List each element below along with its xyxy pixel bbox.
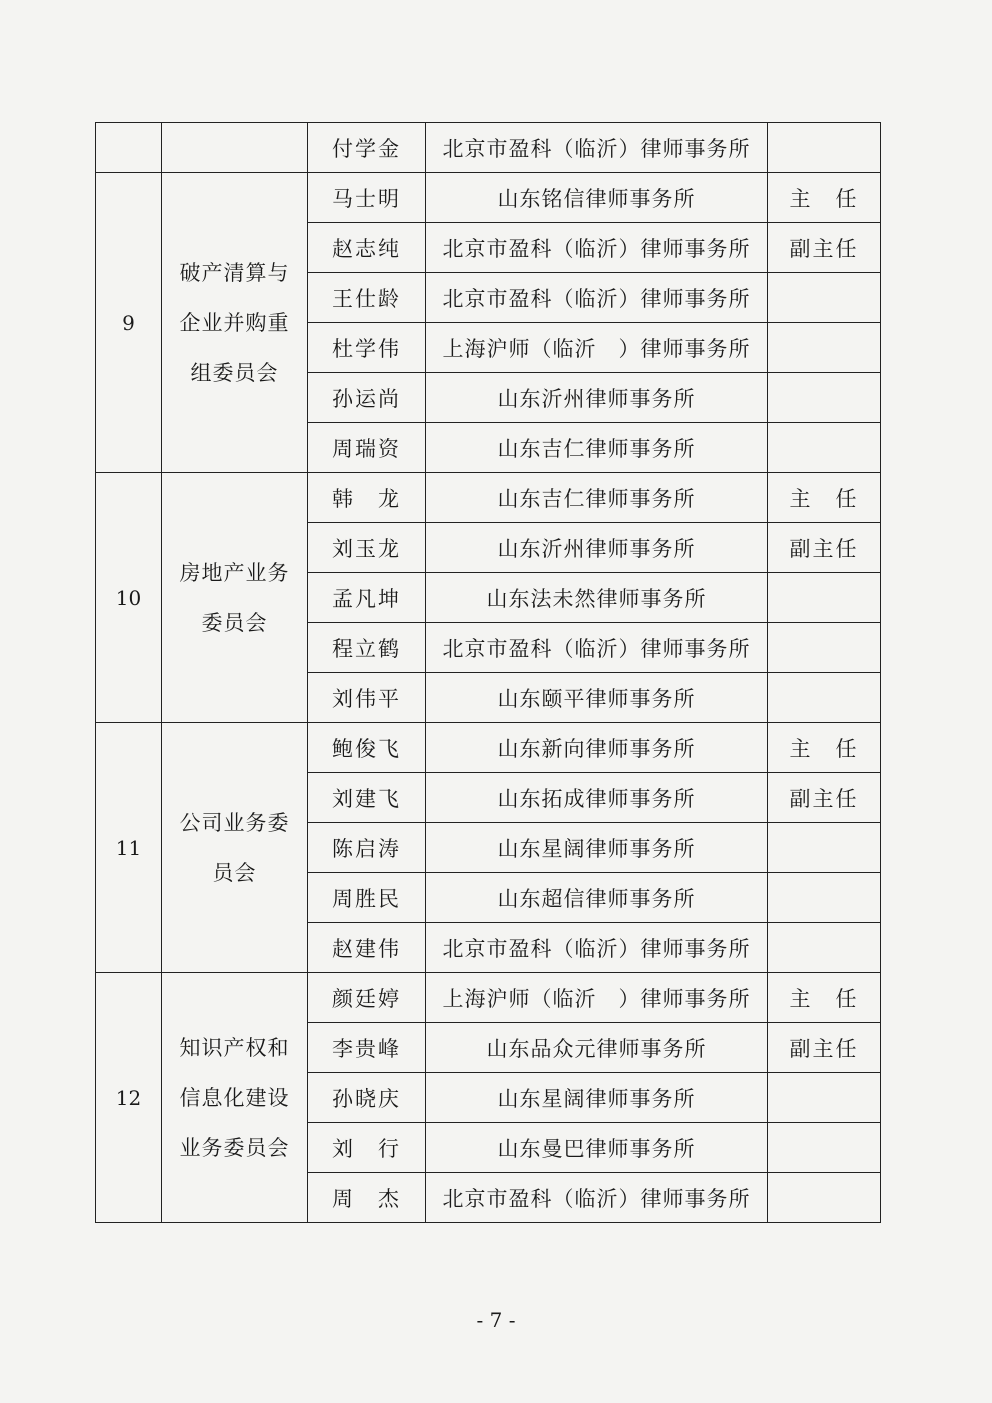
member-role: 副主任 <box>768 1023 881 1073</box>
member-name: 刘玉龙 <box>308 523 426 573</box>
member-role <box>768 573 881 623</box>
member-name: 刘伟平 <box>308 673 426 723</box>
member-firm: 山东星阔律师事务所 <box>426 823 768 873</box>
member-firm: 北京市盈科（临沂）律师事务所 <box>426 923 768 973</box>
member-role <box>768 1123 881 1173</box>
committee-name: 破产清算与企业并购重组委员会 <box>162 173 308 473</box>
member-role <box>768 923 881 973</box>
member-role <box>768 273 881 323</box>
member-firm: 山东沂州律师事务所 <box>426 523 768 573</box>
committee-number-cell <box>96 123 162 173</box>
table-row <box>96 473 881 523</box>
member-firm: 山东吉仁律师事务所 <box>426 423 768 473</box>
committee-number: 9 <box>96 173 162 473</box>
member-role <box>768 1173 881 1223</box>
member-name: 韩 龙 <box>308 473 426 523</box>
member-role <box>768 1073 881 1123</box>
member-firm: 北京市盈科（临沂）律师事务所 <box>426 1173 768 1223</box>
member-firm: 北京市盈科（临沂）律师事务所 <box>426 223 768 273</box>
member-name: 孙晓庆 <box>308 1073 426 1123</box>
member-name: 鲍俊飞 <box>308 723 426 773</box>
member-name: 周胜民 <box>308 873 426 923</box>
member-firm: 北京市盈科（临沂）律师事务所 <box>426 273 768 323</box>
member-firm: 山东拓成律师事务所 <box>426 773 768 823</box>
member-role <box>768 623 881 673</box>
committee-name: 房地产业务委员会 <box>162 473 308 723</box>
committee-number: 11 <box>96 723 162 973</box>
member-firm: 山东吉仁律师事务所 <box>426 473 768 523</box>
member-role: 主 任 <box>768 973 881 1023</box>
member-name: 马士明 <box>308 173 426 223</box>
member-firm: 山东法未然律师事务所 <box>426 573 768 623</box>
table-row <box>96 723 881 773</box>
committee-name-cell <box>162 123 308 173</box>
member-role <box>768 423 881 473</box>
member-name: 孙运尚 <box>308 373 426 423</box>
member-name: 周 杰 <box>308 1173 426 1223</box>
member-firm: 上海沪师（临沂 ）律师事务所 <box>426 973 768 1023</box>
member-firm: 山东品众元律师事务所 <box>426 1023 768 1073</box>
member-name: 刘 行 <box>308 1123 426 1173</box>
committee-name: 公司业务委员会 <box>162 723 308 973</box>
member-name: 程立鹤 <box>308 623 426 673</box>
member-name: 王仕龄 <box>308 273 426 323</box>
member-firm: 上海沪师（临沂 ）律师事务所 <box>426 323 768 373</box>
member-firm: 山东曼巴律师事务所 <box>426 1123 768 1173</box>
member-firm: 北京市盈科（临沂）律师事务所 <box>426 623 768 673</box>
table-row <box>96 973 881 1023</box>
member-role <box>768 823 881 873</box>
member-firm: 山东星阔律师事务所 <box>426 1073 768 1123</box>
table-row <box>96 173 881 223</box>
member-firm: 山东颐平律师事务所 <box>426 673 768 723</box>
member-firm: 山东超信律师事务所 <box>426 873 768 923</box>
member-name: 孟凡坤 <box>308 573 426 623</box>
committee-number: 12 <box>96 973 162 1223</box>
committee-number: 10 <box>96 473 162 723</box>
member-name: 刘建飞 <box>308 773 426 823</box>
member-firm: 山东铭信律师事务所 <box>426 173 768 223</box>
member-firm: 山东沂州律师事务所 <box>426 373 768 423</box>
member-name: 李贵峰 <box>308 1023 426 1073</box>
member-name: 颜廷婷 <box>308 973 426 1023</box>
member-role: 副主任 <box>768 523 881 573</box>
committee-name: 知识产权和信息化建设业务委员会 <box>162 973 308 1223</box>
member-role: 主 任 <box>768 473 881 523</box>
member-role <box>768 873 881 923</box>
member-role <box>768 123 881 173</box>
member-name: 赵志纯 <box>308 223 426 273</box>
member-role: 主 任 <box>768 723 881 773</box>
member-role <box>768 373 881 423</box>
member-name: 周瑞资 <box>308 423 426 473</box>
table-body <box>96 123 881 1223</box>
member-firm: 山东新向律师事务所 <box>426 723 768 773</box>
member-role <box>768 323 881 373</box>
member-role: 副主任 <box>768 773 881 823</box>
member-name: 付学金 <box>308 123 426 173</box>
member-name: 赵建伟 <box>308 923 426 973</box>
member-role <box>768 673 881 723</box>
page-number: - 7 - <box>476 1308 516 1332</box>
committee-member-table <box>95 122 881 1223</box>
member-name: 陈启涛 <box>308 823 426 873</box>
member-role: 主 任 <box>768 173 881 223</box>
member-name: 杜学伟 <box>308 323 426 373</box>
member-role: 副主任 <box>768 223 881 273</box>
member-firm: 北京市盈科（临沂）律师事务所 <box>426 123 768 173</box>
table-row <box>96 123 881 173</box>
